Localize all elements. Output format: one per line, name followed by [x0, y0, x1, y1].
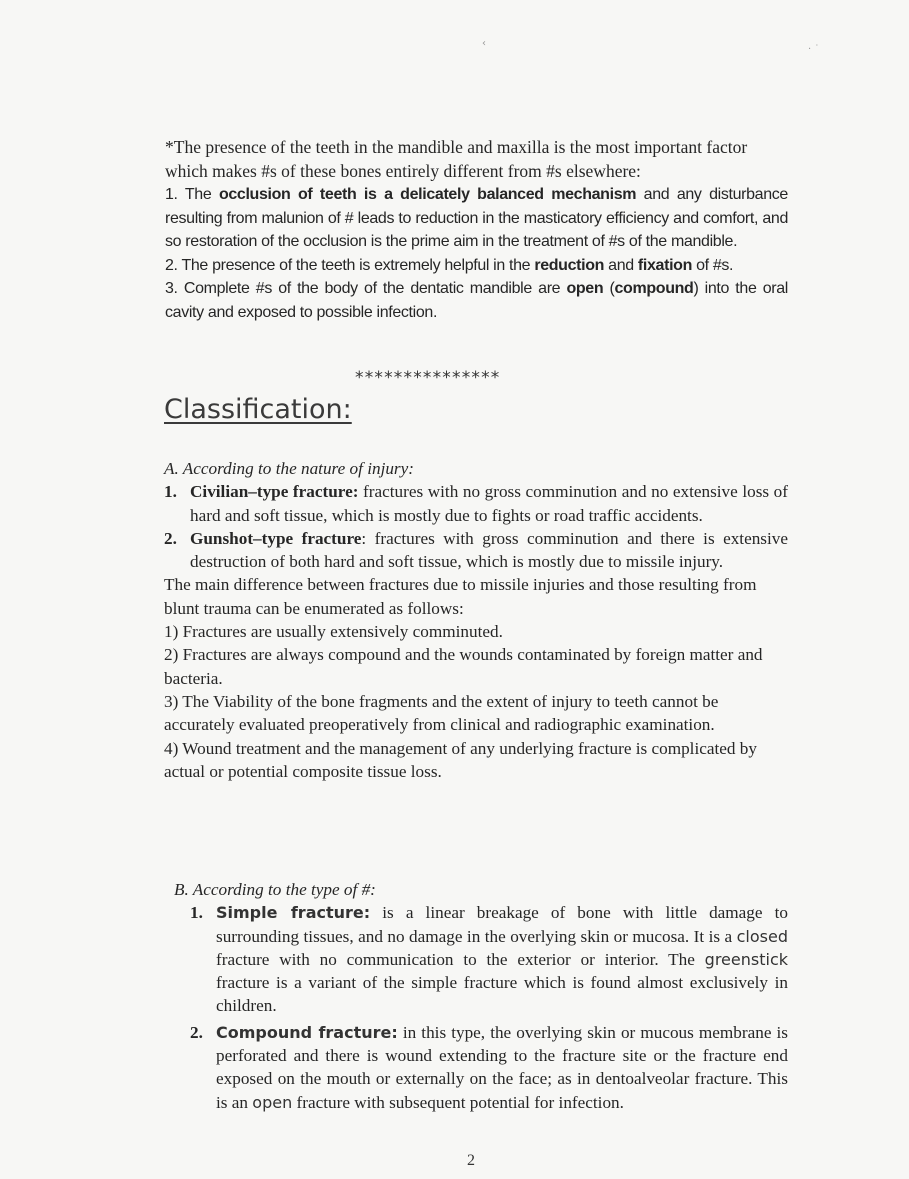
scan-speck: · ˙ — [808, 44, 820, 55]
section-a — [164, 457, 788, 783]
section-b — [164, 878, 788, 1114]
scan-speck: ‹ — [482, 38, 486, 49]
intro-lead: *The presence of the teeth in the mandible and maxilla is the most important factor which makes #s of these bones entirely different from #s elsewhere: — [165, 137, 748, 181]
classification-heading: Classification: — [164, 394, 352, 425]
intro-block — [165, 136, 788, 324]
comparison-point: 3) The Viability of the bone fragments and the extent of injury to teeth cannot be accurately evaluated preoperatively from clinical and radiographic examination. — [164, 691, 719, 735]
section-a-title: A. According to the nature of injury: — [164, 459, 414, 478]
comparison-point: 4) Wound treatment and the management of any underlying fracture is complicated by actual or potential composite tissue loss. — [164, 738, 757, 781]
page-number: 2 — [467, 1152, 475, 1169]
section-b-title: B. According to the type of #: — [174, 880, 376, 899]
list-item: 2. Gunshot–type fracture: fractures with gross comminution and there is extensive destruction of both hard and soft tissue, which is mostly due to missile injury. — [164, 528, 788, 572]
comparison-point: 2) Fractures are always compound and the wounds contaminated by foreign matter and bacteria. — [164, 645, 763, 688]
comparison-point: 1) Fractures are usually extensively comminuted. — [164, 622, 503, 642]
item-term: Compound fracture: — [216, 1022, 398, 1042]
list-item: 1. Simple fracture: is a linear breakage of bone with little damage to surrounding tissues, and no damage in the overlying skin or mucosa. It is a closed fracture with no communication to the exterior or interior. The greenstick fracture is a variant of the simple fracture which is found almost exclusively in children. — [190, 903, 788, 1016]
item-term: Gunshot–type fracture — [190, 528, 362, 548]
list-item: 1. Civilian–type fracture: fractures with no gross comminution and no extensive loss of hard and soft tissue, which is mostly due to fights or road traffic accidents. — [164, 482, 788, 525]
list-item: 2. Compound fracture: in this type, the overlying skin or mucous membrane is perforated and there is wound extending to the fracture site or the fracture end exposed on the mouth or externally on the face; as in dentoalveolar fracture. This is an open fracture with subsequent potential for infection. — [190, 1022, 788, 1112]
intro-point-1: 1. The occlusion of teeth is a delicately balanced mechanism and any disturbance resulting from malunion of # leads to reduction in the masticatory efficiency and comfort, and so restoration of the occlusion is the prime aim in the treatment of #s of the mandible. — [165, 186, 788, 250]
section-separator: *************** — [355, 368, 501, 388]
item-term: Civilian–type fracture: — [190, 482, 359, 502]
intro-point-2: 2. The presence of the teeth is extremely helpful in the reduction and fixation of #s. — [165, 256, 734, 274]
item-term: Simple fracture: — [216, 903, 371, 923]
intro-point-3: 3. Complete #s of the body of the dentatic mandible are open (compound) into the oral cavity and exposed to possible infection. — [165, 280, 789, 321]
comparison-intro: The main difference between fractures due to missile injuries and those resulting from blunt trauma can be enumerated as follows: — [164, 575, 757, 618]
